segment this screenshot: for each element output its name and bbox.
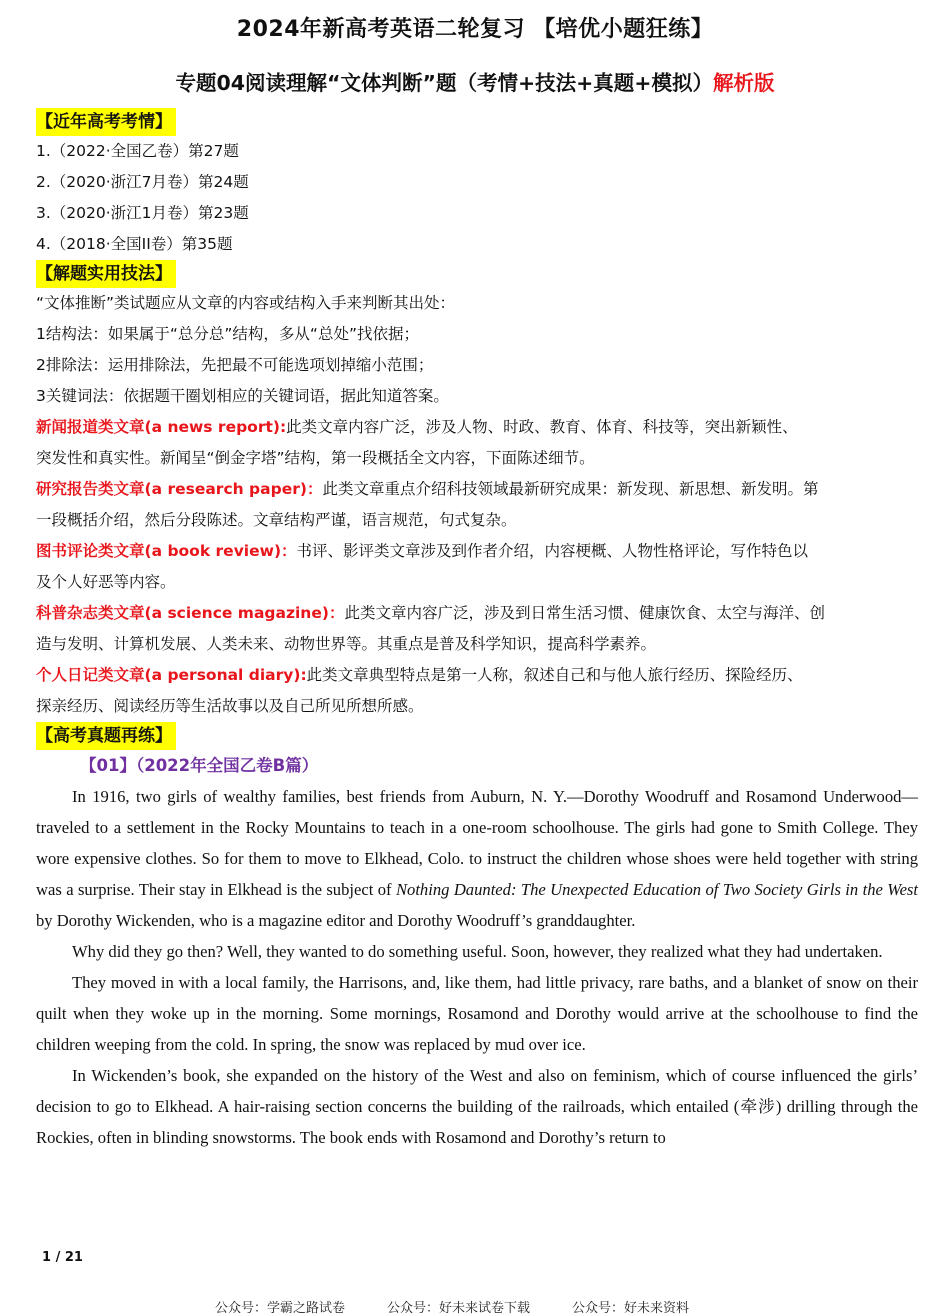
footer [215,1297,815,1316]
section-heading: 【解题实用技法】 [36,260,176,288]
list-item: 2.（2020·浙江7月卷）第24题 [36,173,249,191]
techniques-intro: “文体推断”类试题应从文章的内容或结构入手来判断其出处： [36,294,456,312]
category-desc: 突发性和真实性。新闻呈“倒金字塔”结构，第一段概括全文内容，下面陈述细节。 [36,449,595,467]
category-name: 个人日记类文章(a personal diary): [36,666,307,684]
category-name: 图书评论类文章(a book review)： [36,542,297,560]
section-exam-stats [36,108,918,260]
category-name: 新闻报道类文章(a news report): [36,418,287,436]
category-science-magazine [36,598,918,660]
document-title: 2024年新高考英语二轮复习 【培优小题狂练】 [236,17,714,42]
list-item: 1.（2022·全国乙卷）第27题 [36,142,239,160]
section-heading: 【近年高考考情】 [36,108,176,136]
category-desc: 探亲经历、阅读经历等生活故事以及自己所见所想所感。 [36,697,424,715]
category-desc: 此类文章重点介绍科技领域最新研究成果：新发现、新思想、新发明。第 [322,480,819,498]
category-news-report [36,412,918,474]
category-desc: 书评、影评类文章涉及到作者介绍，内容梗概、人物性格评论，写作特色以 [296,542,809,560]
passage-paragraph: Why did they go then? Well, they wanted to do something useful. Soon, however, they realized what they had undertaken. [72,942,883,961]
category-research-paper [36,474,918,536]
footer-item: 公众号：学霸之路试卷 [215,1301,346,1316]
list-item: 4.（2018·全国II卷）第35题 [36,235,233,253]
category-name: 科普杂志类文章(a science magazine)： [36,604,345,622]
list-item: 3.（2020·浙江1月卷）第23题 [36,204,249,222]
passage-text: In 1916, two girls of wealthy families, best friends from Auburn, N. Y.—Dorothy Woodruff and Rosamond Underwood—traveled to a settlement in the Rocky Mountains to teach in a one-room schoolhouse. The girls had gone to Smith College. They wore expensive clothes. So for them to move to Elkhead, Colo. to instruct the children whose shoes were held together with string was a surprise. Their stay in Elkhead is the subject of [36,787,918,899]
book-title: Nothing Daunted: The Unexpected Education of Two Society Girls in the West [395,880,918,899]
category-name: 研究报告类文章(a research paper)： [36,480,323,498]
category-desc: 此类文章内容广泛，涉及人物、时政、教育、体育、科技等，突出新颖性、 [286,418,798,436]
category-personal-diary [36,660,918,722]
method-item: 2排除法：运用排除法，先把最不可能选项划掉缩小范围； [36,356,434,374]
category-book-review [36,536,918,598]
footer-item: 公众号：好未来试卷下载 [387,1301,531,1316]
category-desc: 此类文章典型特点是第一人称，叙述自己和与他人旅行经历、探险经历、 [306,666,803,684]
category-desc: 及个人好恶等内容。 [36,573,176,591]
section-real-exam [36,722,918,1153]
category-desc: 一段概括介绍，然后分段陈述。文章结构严谨，语言规范，句式复杂。 [36,511,517,529]
document-body [36,108,918,1153]
subtitle-main: 专题04阅读理解“文体判断”题（考情+技法+真题+模拟） [175,71,713,95]
category-desc: 此类文章内容广泛，涉及到日常生活习惯、健康饮食、太空与海洋、创 [344,604,825,622]
passage-paragraph: In Wickenden’s book, she expanded on the history of the West and also on feminism, which of course influenced the girls’ decision to go to Elkhead. A hair-raising section concerns the building of the railroads, which entailed (牵涉) drilling through the Rockies, often in blinding snowstorms. The book ends with Rosamond and Dorothy’s return to [36,1066,918,1147]
subtitle-answer-version: 解析版 [713,71,775,95]
method-item: 3关键词法：依据题干圈划相应的关键词语，据此知道答案。 [36,387,449,405]
footer-item: 公众号：好未来资料 [572,1301,690,1316]
passage-paragraph: They moved in with a local family, the Harrisons, and, like them, had little privacy, rare baths, and a blanket of snow on their quilt when they woke up in the morning. Some mornings, Rosamond and Dorothy would arrive at the schoolhouse to find the children weeping from the cold. In spring, the snow was replaced by mud over ice. [36,973,918,1054]
passage-text: by Dorothy Wickenden, who is a magazine editor and Dorothy Woodruff’s granddaughter. [36,911,636,930]
method-item: 1结构法：如果属于“总分总”结构，多从“总处”找依据； [36,325,419,343]
passage-paragraph [36,781,918,936]
category-desc: 造与发明、计算机发展、人类未来、动物世界等。其重点是普及科学知识，提高科学素养。 [36,635,657,653]
document-subtitle [0,66,950,96]
question-label: 【01】（2022年全国乙卷B篇） [80,756,319,775]
section-techniques [36,260,918,722]
section-heading: 【高考真题再练】 [36,722,176,750]
page-number: 1 / 21 [42,1250,83,1265]
